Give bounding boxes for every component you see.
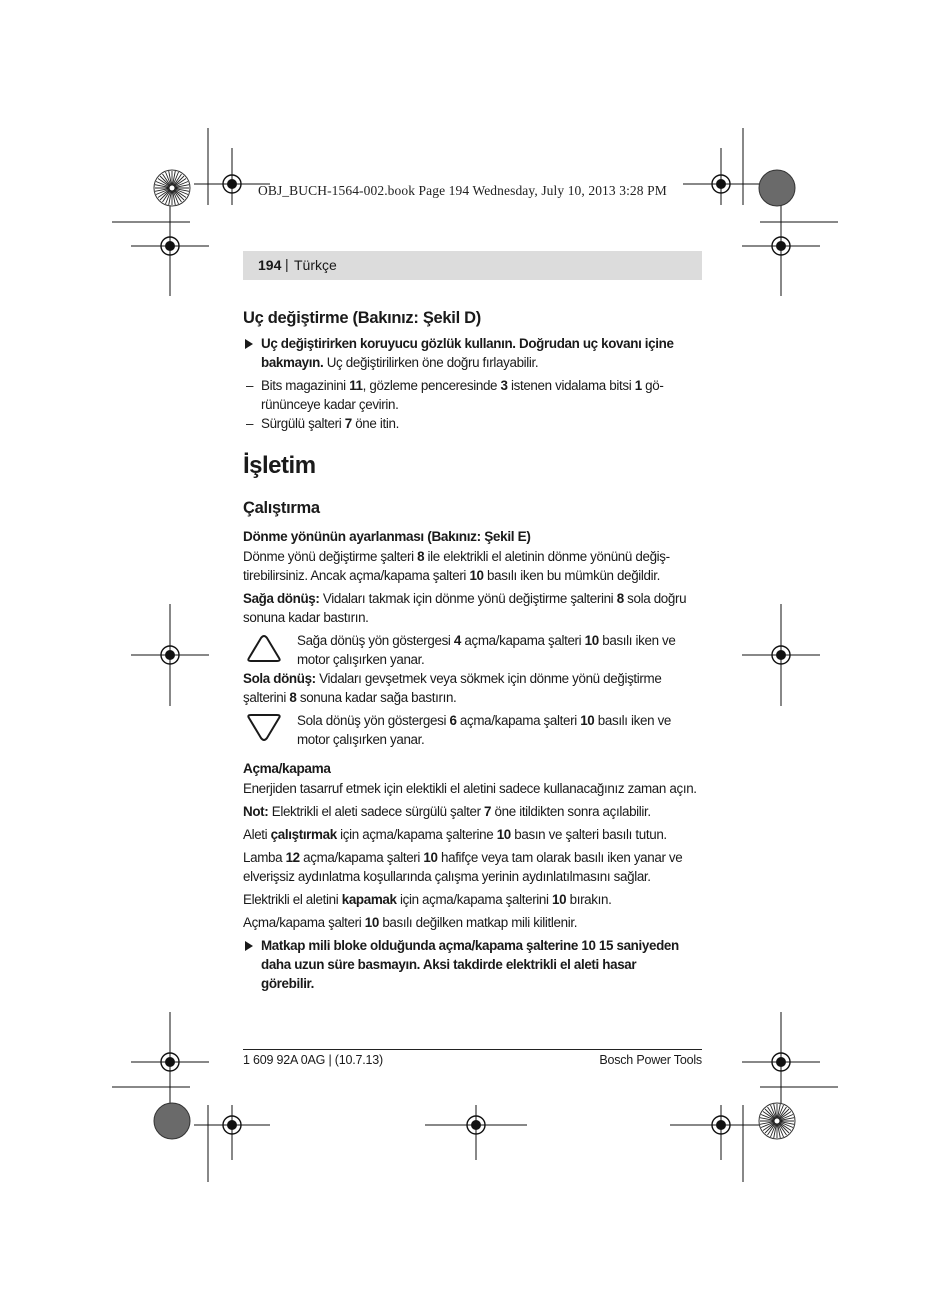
page-number: 194 <box>258 257 282 273</box>
spindle-warning-text: Matkap mili bloke olduğunda açma/kapama şalterine 10 15 saniyeden daha uzun süre basmayın. Aksi takdirde elektrikli el aleti hasar görebilir. <box>261 938 679 991</box>
operation-heading: İşletim <box>243 452 316 479</box>
dash-marker: – <box>246 416 254 431</box>
footer-brand: Bosch Power Tools <box>599 1053 702 1067</box>
right-rotation-paragraph: Sağa dönüş: Vidaları takmak için dönme yönü değiştirme şalterini 8 sola doğru sonuna kadar bastırın. <box>243 591 687 625</box>
dash-marker: – <box>246 378 254 393</box>
page-content <box>243 307 703 993</box>
left-rotation-paragraph: Sola dönüş: Vidaları gevşetmek veya sökmek için dönme yönü değiştirme şalterini 8 sonuna kadar sağa bastırın. <box>243 671 662 705</box>
bit-change-heading: Uç değiştirme (Bakınız: Şekil D) <box>243 309 481 327</box>
warning-text: Uç değiştirilirken öne doğru fırlayabilir. <box>323 355 539 370</box>
warning-bold-text: Uç değiştirirken koruyucu gözlük kullanın. Doğrudan uç kovanı içine bakmayın. <box>261 336 674 370</box>
file-header: OBJ_BUCH-1564-002.book Page 194 Wednesday, July 10, 2013 3:28 PM <box>258 183 667 198</box>
header-separator: | <box>285 256 289 272</box>
rotation-heading: Dönme yönünün ayarlanması (Bakınız: Şekil E) <box>243 529 531 544</box>
spindle-lock-paragraph: Açma/kapama şalteri 10 basılı değilken matkap mili kilitlenir. <box>243 915 578 930</box>
step-item: – Bits magazinini 11, gözleme penceresinde 3 istenen vidalama bitsi 1 görününceye kadar çevirin. <box>246 378 664 412</box>
right-indicator-row: Sağa dönüş yön göstergesi 4 açma/kapama şalteri 10 basılı iken ve motor çalışırken yanar. <box>243 631 703 669</box>
start-paragraph: Aleti çalıştırmak için açma/kapama şalterine 10 basın ve şalteri basılı tutun. <box>243 827 667 842</box>
triangle-up-icon <box>243 633 285 663</box>
rotation-paragraph: Dönme yönü değiştirme şalteri 8 ile elektrikli el aletinin dönme yönünü değiştirebilirsiniz. Ancak açma/kapama şalteri 10 basılı iken bu mümkün değildir. <box>243 549 671 583</box>
stop-paragraph: Elektrikli el aletini kapamak için açma/kapama şalterini 10 bırakın. <box>243 892 612 907</box>
page-language: Türkçe <box>294 257 337 273</box>
page-header-band <box>243 251 702 280</box>
energy-paragraph: Enerjiden tasarruf etmek için elektikli el aletini sadece kullanacağınız zaman açın. <box>243 781 697 796</box>
triangle-down-icon <box>243 713 285 743</box>
left-indicator-row: Sola dönüş yön göstergesi 6 açma/kapama şalteri 10 basılı iken ve motor çalışırken yanar. <box>243 711 703 749</box>
spindle-warning <box>243 936 703 993</box>
lamp-paragraph: Lamba 12 açma/kapama şalteri 10 hafifçe veya tam olarak basılı iken yanar ve elverişsiz aydınlatma koşullarında çalışma yerinin aydınlatılmasını sağlar. <box>243 850 683 884</box>
start-up-heading: Çalıştırma <box>243 499 320 517</box>
step-item: – Sürgülü şalteri 7 öne itin. <box>246 416 399 431</box>
note-paragraph: Not: Elektrikli el aleti sadece sürgülü şalter 7 öne itildikten sonra açılabilir. <box>243 804 651 819</box>
footer-rule <box>243 1049 702 1050</box>
footer-doc-number: 1 609 92A 0AG | (10.7.13) <box>243 1053 384 1067</box>
safety-warning <box>243 334 703 372</box>
warning-arrow-icon <box>245 941 253 951</box>
on-off-heading: Açma/kapama <box>243 761 331 776</box>
warning-arrow-icon <box>245 339 253 349</box>
